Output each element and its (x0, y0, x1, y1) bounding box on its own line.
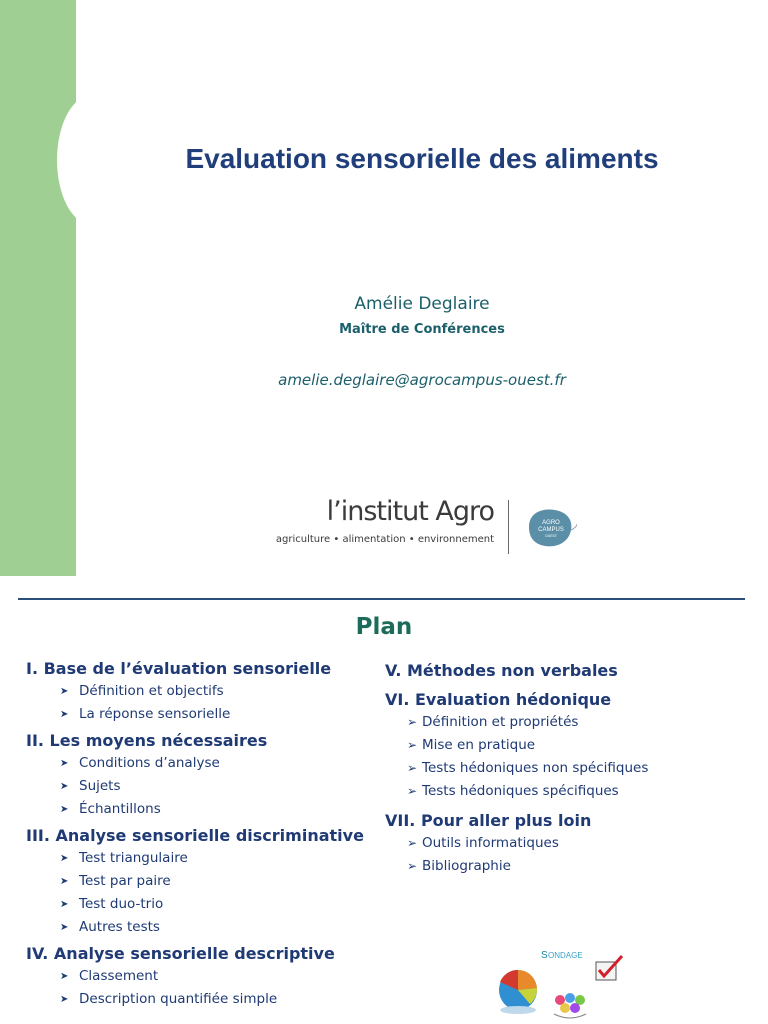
list-item: ➤ Sujets (26, 775, 376, 798)
top-rule (18, 598, 745, 600)
list-item: ➤ Test duo-trio (26, 893, 376, 916)
list-item: ➤ Classement (26, 965, 376, 988)
author-email: amelie.deglaire@agrocampus-ouest.fr (278, 371, 566, 389)
badge-line-3: OUEST (544, 534, 558, 538)
arrow-bullet-icon: ➢ (407, 859, 418, 873)
arrow-bullet-icon: ➤ (60, 876, 69, 887)
badge-line-1: AGRO (542, 520, 560, 526)
arrow-bullet-icon: ➤ (60, 922, 69, 933)
list-item: ➤ Description quantifiée simple (26, 988, 376, 1011)
list-item: ➢ Définition et propriétés (385, 711, 755, 734)
arrow-bullet-icon: ➤ (60, 758, 69, 769)
section-heading: II. Les moyens nécessaires (26, 731, 268, 750)
sondage-label-s: S (541, 950, 548, 961)
arrow-bullet-icon: ➤ (60, 994, 69, 1005)
arrow-bullet-icon: ➢ (407, 738, 418, 752)
arrow-bullet-icon: ➢ (407, 784, 418, 798)
arrow-bullet-icon: ➢ (407, 836, 418, 850)
arrow-bullet-icon: ➢ (407, 715, 418, 729)
slide-title: Evaluation sensorielle des aliments (185, 143, 659, 174)
section-heading: IV. Analyse sensorielle descriptive (26, 944, 335, 963)
arrow-bullet-icon: ➤ (60, 781, 69, 792)
plan-slide (0, 576, 768, 1024)
author-role: Maître de Conférences (339, 322, 505, 337)
list-item: ➤ Échantillons (26, 798, 376, 821)
green-side-bar (0, 0, 76, 576)
logo-divider (508, 500, 509, 554)
section-heading: VI. Evaluation hédonique (385, 690, 612, 709)
logo-wordmark: l’institut Agro (326, 496, 494, 527)
list-item: ➤ Test par paire (26, 870, 376, 893)
agrocampus-badge-icon (521, 504, 577, 550)
logo-tagline: agriculture • alimentation • environnement (275, 534, 494, 545)
list-item: ➢ Outils informatiques (385, 832, 755, 855)
section-heading: V. Méthodes non verbales (385, 661, 618, 680)
author-name: Amélie Deglaire (354, 294, 490, 314)
section-heading: III. Analyse sensorielle discriminative (26, 826, 364, 845)
list-item: ➤ La réponse sensorielle (26, 703, 376, 726)
arrow-bullet-icon: ➤ (60, 804, 69, 815)
arrow-bullet-icon: ➤ (60, 853, 69, 864)
plan-left-column (26, 658, 376, 1011)
list-item: ➢ Tests hédoniques spécifiques (385, 780, 755, 803)
sondage-label-rest: ONDAGE (548, 951, 583, 960)
sondage-clipart-icon (496, 946, 636, 1024)
section-heading: I. Base de l’évaluation sensorielle (26, 659, 332, 678)
badge-line-2: CAMPUS (538, 527, 564, 533)
list-item: ➢ Mise en pratique (385, 734, 755, 757)
arrow-bullet-icon: ➤ (60, 971, 69, 982)
plan-title: Plan (355, 614, 413, 640)
list-item: ➤ Définition et objectifs (26, 680, 376, 703)
list-item: ➢ Tests hédoniques non spécifiques (385, 757, 755, 780)
list-item: ➤ Test triangulaire (26, 847, 376, 870)
arrow-bullet-icon: ➤ (60, 899, 69, 910)
list-item: ➤ Autres tests (26, 916, 376, 939)
section-heading: VII. Pour aller plus loin (385, 811, 592, 830)
plan-right-column (385, 660, 755, 878)
arrow-bullet-icon: ➤ (60, 686, 69, 697)
institut-agro-logo (275, 496, 598, 558)
list-item: ➤ Conditions d’analyse (26, 752, 376, 775)
list-item: ➢ Bibliographie (385, 855, 755, 878)
arrow-bullet-icon: ➢ (407, 761, 418, 775)
arrow-bullet-icon: ➤ (60, 709, 69, 720)
